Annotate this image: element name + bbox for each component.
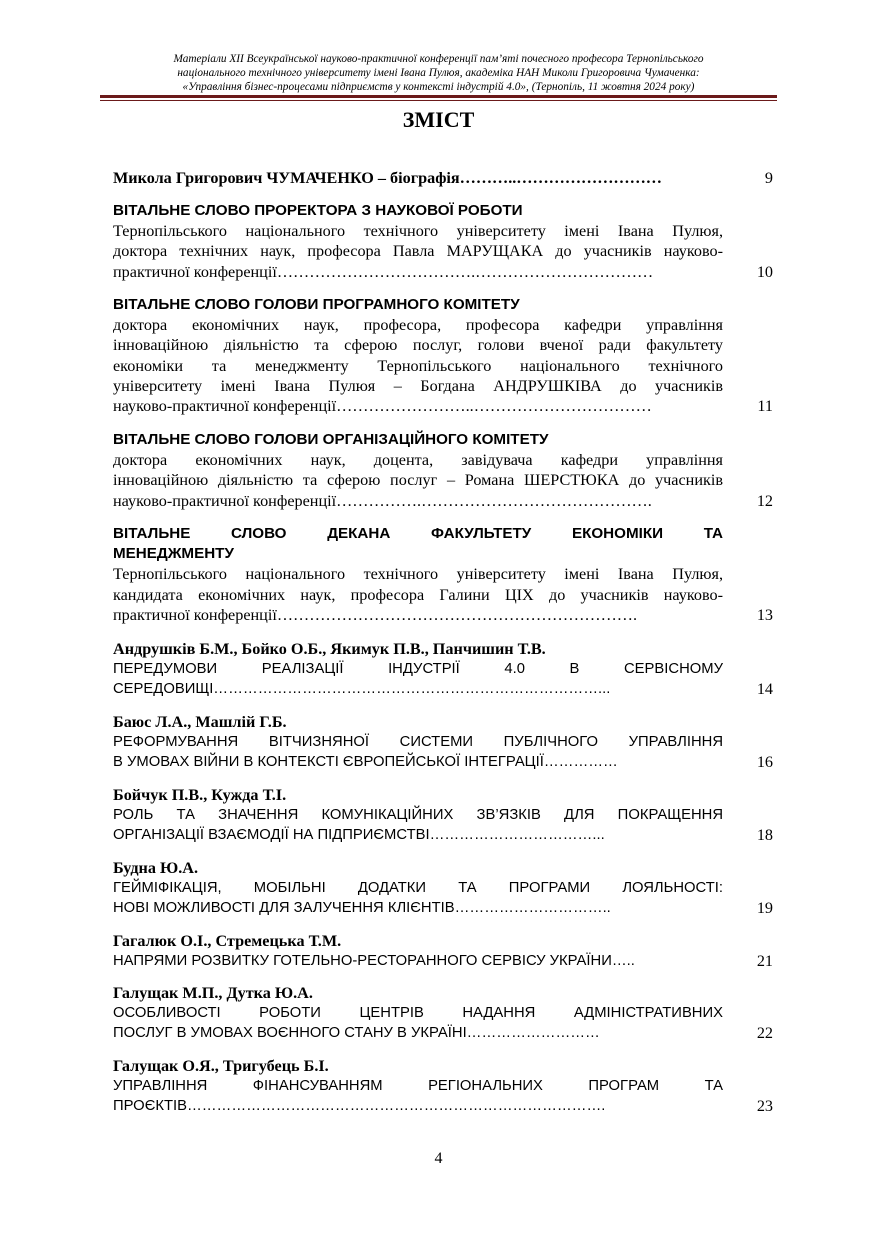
toc-description: практичної конференції……………………………….…………………………… [113, 262, 654, 281]
toc-title: РОЛЬ ТА ЗНАЧЕННЯ КОМУНІКАЦІЙНИХ ЗВ’ЯЗКІВ ДЛЯ ПОКРАЩЕННЯ [113, 807, 723, 824]
header-line: Матеріали XII Всеукраїнської науково-практичної конференції пам’яті почесного професора Тернопільського [173, 53, 704, 65]
toc-page-number: 19 [756, 899, 773, 918]
toc-entry[interactable] [113, 201, 773, 282]
toc-title: ОРГАНІЗАЦІЇ ВЗАЄМОДІЇ НА ПІДПРИЄМСТВІ……………………………... [113, 827, 605, 844]
toc-entry[interactable] [113, 430, 773, 511]
toc-entry[interactable] [113, 858, 773, 919]
toc-authors: Гагалюк О.І., Стремецька Т.М. [113, 932, 342, 950]
toc-entry[interactable] [113, 524, 773, 625]
toc-entry[interactable] [113, 983, 773, 1044]
header-rule [100, 95, 777, 98]
toc-authors: Андрушків Б.М., Бойко О.Б., Якимук П.В., Панчишин Т.В. [113, 640, 546, 658]
toc-authors: Галущак О.Я., Тригубець Б.І. [113, 1057, 329, 1075]
toc-description: доктора технічних наук, професора Павла МАРУЩАКА до учасників науково- [113, 242, 723, 261]
toc-title: В УМОВАХ ВІЙНИ В КОНТЕКСТІ ЄВРОПЕЙСЬКОЇ ІНТЕГРАЦІЇ…………… [113, 754, 618, 771]
toc-title: НАПРЯМИ РОЗВИТКУ ГОТЕЛЬНО-РЕСТОРАННОГО СЕРВІСУ УКРАЇНИ….. [113, 953, 635, 970]
toc-authors: Бойчук П.В., Кужда Т.І. [113, 786, 287, 804]
toc-page-number: 21 [756, 952, 773, 971]
toc-entry[interactable] [113, 639, 773, 700]
toc-page-number: 16 [756, 753, 773, 772]
header-rule [100, 100, 777, 101]
toc-entry[interactable] [113, 712, 773, 773]
page-title: ЗМІСТ [402, 107, 475, 132]
toc-title: ПОСЛУГ В УМОВАХ ВОЄННОГО СТАНУ В УКРАЇНІ……………………… [113, 1025, 600, 1042]
toc-description: економіки та менеджменту Тернопільського національного технічного [113, 356, 723, 375]
toc-entry[interactable] [113, 168, 773, 188]
toc-page-number: 13 [756, 605, 773, 624]
toc-title: УПРАВЛІННЯ ФІНАНСУВАННЯМ РЕГІОНАЛЬНИХ ПРОГРАМ ТА [113, 1078, 723, 1095]
toc-entry[interactable] [113, 931, 773, 971]
toc-description: Тернопільського національного технічного університету імені Івана Пулюя, [113, 222, 723, 241]
toc-description: Тернопільського національного технічного університету імені Івана Пулюя, [113, 565, 723, 584]
header-line: національного технічного університету імені Івана Пулюя, академіка НАН Миколи Григоровича Чумаченка: [177, 67, 700, 79]
toc-description: науково-практичної конференції…………….……………………………………. [113, 491, 652, 510]
toc-description: практичної конференції…………………………………………………………. [113, 605, 638, 624]
toc-heading: ВІТАЛЬНЕ СЛОВО ГОЛОВИ ОРГАНІЗАЦІЙНОГО КОМІТЕТУ [113, 431, 549, 448]
toc-page-number: 14 [756, 680, 773, 699]
toc-authors: Баюс Л.А., Машлій Г.Б. [113, 713, 287, 731]
toc-title: ПЕРЕДУМОВИ РЕАЛІЗАЦІЇ ІНДУСТРІЇ 4.0 В СЕРВІСНОМУ [113, 661, 723, 678]
toc-heading: ВІТАЛЬНЕ СЛОВО ГОЛОВИ ПРОГРАМНОГО КОМІТЕТУ [113, 296, 520, 313]
toc-title: НОВІ МОЖЛИВОСТІ ДЛЯ ЗАЛУЧЕННЯ КЛІЄНТІВ………………………….. [113, 900, 611, 917]
toc-description: інноваційною діяльністю та сферою послуг, голови вченої ради факультету [113, 336, 723, 355]
toc-heading: ВІТАЛЬНЕ СЛОВО ПРОРЕКТОРА З НАУКОВОЇ РОБОТИ [113, 202, 523, 219]
toc-description: кандидата економічних наук, професора Галини ЦІХ до учасників науково- [113, 585, 723, 604]
toc-page-number: 22 [756, 1024, 773, 1043]
toc-page-number: 12 [756, 491, 773, 510]
toc-entry[interactable] [113, 785, 773, 846]
toc-page-number: 23 [756, 1097, 773, 1116]
toc-authors: Галущак М.П., Дутка Ю.А. [113, 984, 313, 1002]
toc-authors: Будна Ю.А. [113, 859, 199, 877]
toc-page-number: 9 [764, 169, 773, 187]
toc-entry[interactable] [113, 295, 773, 416]
toc-description: доктора економічних наук, доцента, завідувача кафедри управління [113, 451, 723, 470]
toc-title: РЕФОРМУВАННЯ ВІТЧИЗНЯНОЇ СИСТЕМИ ПУБЛІЧНОГО УПРАВЛІННЯ [113, 734, 723, 751]
toc-description: доктора економічних наук, професора, професора кафедри управління [113, 316, 723, 335]
toc-title: СЕРЕДОВИЩІ……………………………………………………………………... [113, 681, 611, 698]
toc-page-number: 11 [757, 396, 773, 415]
toc-heading: ВІТАЛЬНЕ СЛОВО ДЕКАНА ФАКУЛЬТЕТУ ЕКОНОМІКИ ТА [113, 525, 723, 542]
toc-description: університету імені Івана Пулюя – Богдана АНДРУШКІВА до учасників [113, 376, 723, 395]
page-number: 4 [434, 1150, 443, 1167]
toc-title: Микола Григорович ЧУМАЧЕНКО – біографія………..……………………… [113, 169, 662, 187]
header-line: «Управління бізнес-процесами підприємств у контексті індустрій 4.0», (Тернопіль, 11 жовтня 2024 року) [182, 81, 695, 93]
toc-page-number: 18 [756, 826, 773, 845]
toc-title: ГЕЙМІФІКАЦІЯ, МОБІЛЬНІ ДОДАТКИ ТА ПРОГРАМИ ЛОЯЛЬНОСТІ: [113, 880, 723, 897]
toc-entry[interactable] [113, 1056, 773, 1117]
toc-page-number: 10 [756, 262, 773, 281]
running-header [100, 52, 777, 94]
toc-description: науково-практичної конференції……………………..…………………………… [113, 396, 652, 415]
toc-heading: МЕНЕДЖМЕНТУ [113, 545, 234, 563]
toc-title: ПРОЄКТІВ…………………………………………………………………………. [113, 1098, 606, 1115]
toc-description: інноваційною діяльністю та сферою послуг – Романа ШЕРСТЮКА до учасників [113, 471, 723, 490]
toc-title: ОСОБЛИВОСТІ РОБОТИ ЦЕНТРІВ НАДАННЯ АДМІНІСТРАТИВНИХ [113, 1005, 723, 1022]
